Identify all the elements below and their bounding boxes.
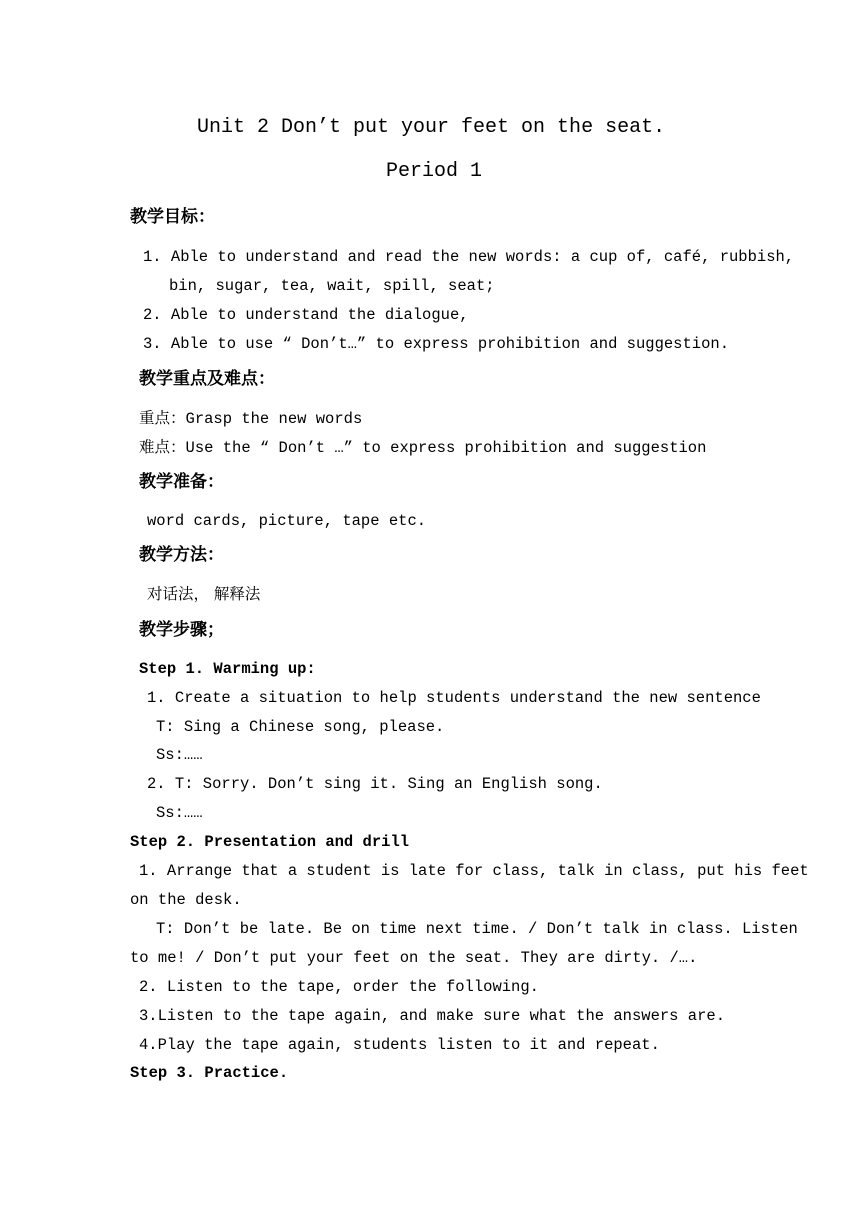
step2-line-2: on the desk. bbox=[130, 891, 242, 909]
step2-line-4: to me! / Don’t put your feet on the seat. They are dirty. /…. bbox=[130, 949, 698, 967]
difficulty-line bbox=[139, 437, 706, 458]
focus-line bbox=[139, 408, 362, 429]
step3-title: Step 3. Practice. bbox=[130, 1064, 289, 1082]
difficulty-text: Use the “ Don’t …” to express prohibition and suggestion bbox=[185, 439, 707, 457]
step2-line-7: 4.Play the tape again, students listen to it and repeat. bbox=[139, 1036, 660, 1054]
step1-line-5: Ss:…… bbox=[156, 804, 203, 822]
difficulty-label: 难点： bbox=[139, 438, 186, 456]
period-label: Period 1 bbox=[386, 160, 483, 183]
objective-item-3: 3. Able to use “ Don’t…” to express prohibition and suggestion. bbox=[143, 335, 729, 353]
step2-line-3: T: Don’t be late. Be on time next time. / Don’t talk in class. Listen bbox=[156, 920, 798, 938]
focus-label: 重点： bbox=[139, 409, 186, 427]
objectives-heading: 教学目标： bbox=[130, 207, 215, 227]
objective-item-1-cont: bin, sugar, tea, wait, spill, seat; bbox=[169, 277, 495, 295]
methods-text: 对话法， 解释法 bbox=[147, 585, 261, 603]
step1-title: Step 1. Warming up: bbox=[139, 660, 316, 678]
step1-line-4: 2. T: Sorry. Don’t sing it. Sing an English song. bbox=[147, 775, 603, 793]
lesson-title: Unit 2 Don’t put your feet on the seat. bbox=[197, 116, 666, 139]
objective-item-1: 1. Able to understand and read the new words: a cup of, café, rubbish, bbox=[143, 248, 795, 266]
preparation-text: word cards, picture, tape etc. bbox=[147, 512, 427, 530]
step2-title: Step 2. Presentation and drill bbox=[130, 833, 410, 851]
step1-line-1: 1. Create a situation to help students understand the new sentence bbox=[147, 689, 761, 707]
step2-line-5: 2. Listen to the tape, order the following. bbox=[139, 978, 539, 996]
key-points-heading: 教学重点及难点： bbox=[139, 369, 275, 389]
steps-heading: 教学步骤； bbox=[139, 620, 224, 640]
step1-line-3: Ss:…… bbox=[156, 746, 203, 764]
step2-line-1: 1. Arrange that a student is late for class, talk in class, put his feet bbox=[139, 862, 809, 880]
step1-line-2: T: Sing a Chinese song, please. bbox=[156, 718, 445, 736]
methods-heading: 教学方法： bbox=[139, 545, 224, 565]
step2-line-6: 3.Listen to the tape again, and make sure what the answers are. bbox=[139, 1007, 725, 1025]
preparation-heading: 教学准备： bbox=[139, 472, 224, 492]
objective-item-2: 2. Able to understand the dialogue, bbox=[143, 306, 469, 324]
focus-text: Grasp the new words bbox=[185, 410, 363, 428]
